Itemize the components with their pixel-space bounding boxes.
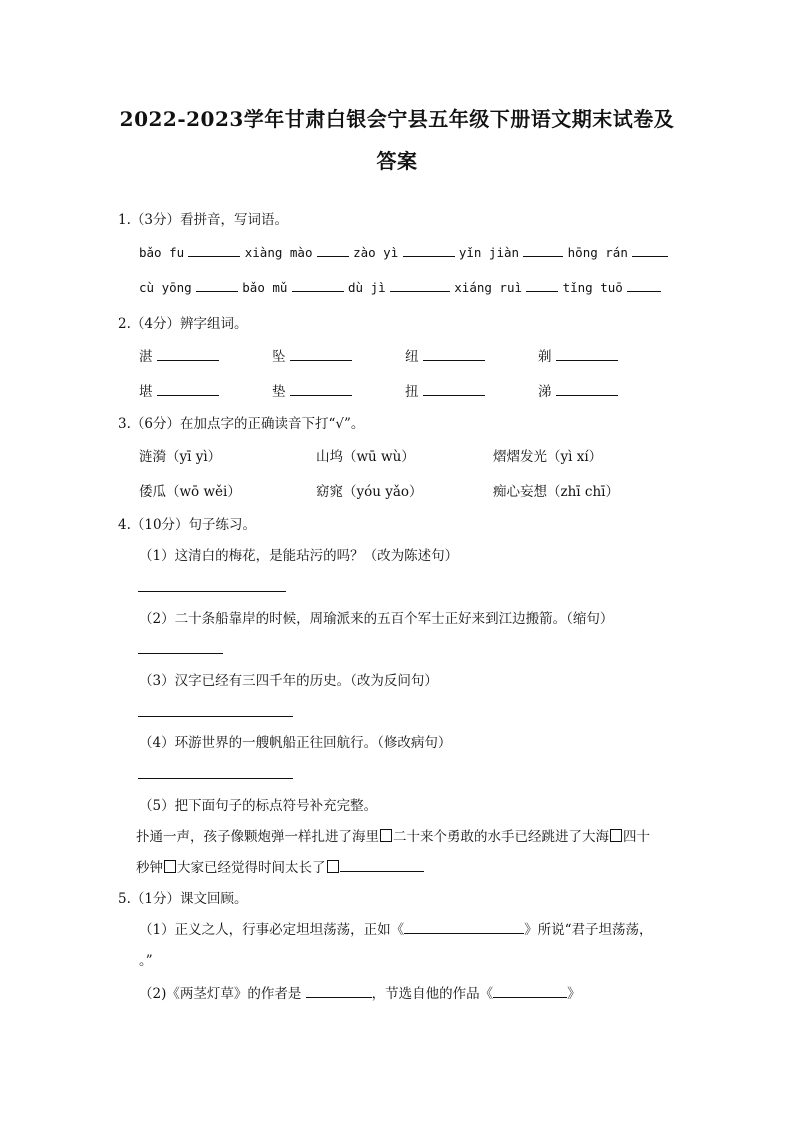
char-item: 堪: [139, 380, 219, 400]
q5-line-1: （1）正义之人，行事必定坦坦荡荡，正如《 》所说“君子坦荡荡，: [139, 922, 653, 938]
answer-blank[interactable]: [556, 348, 618, 361]
answer-blank[interactable]: [390, 279, 450, 292]
pinyin-item: yǐn jiàn: [458, 245, 520, 260]
answer-line[interactable]: [138, 778, 293, 779]
reading-option[interactable]: 山坞（wū wù）: [316, 449, 415, 465]
char-item: 坠: [272, 345, 352, 365]
answer-blank[interactable]: [627, 279, 661, 292]
reading-option[interactable]: 倭瓜（wō wěi）: [139, 484, 241, 500]
pinyin-item: xiàng mào: [244, 245, 313, 260]
title-line-1: 2022-2023学年甘肃白银会宁县五年级下册语文期末试卷及: [119, 107, 675, 131]
pinyin-item: cù yōng: [139, 280, 192, 295]
q4-sentence-2: （2）二十条船靠岸的时候，周瑜派来的五百个军士正好来到江边搬箭。（缩句）: [139, 611, 614, 627]
pinyin-item: xiáng ruì: [454, 280, 522, 295]
reading-option[interactable]: 涟漪（yī yì）: [139, 449, 222, 465]
char-item: 剃: [538, 345, 618, 365]
char-item: 涕: [538, 380, 618, 400]
q3-heading: 3.（6分）在加点字的正确读音下打“√”。: [118, 416, 365, 432]
char-item: 湛: [139, 345, 219, 365]
punctuation-passage-line-2: 秒钟 大家已经觉得时间太长了: [136, 856, 424, 876]
answer-line[interactable]: [138, 653, 223, 654]
char-item: 垫: [272, 380, 352, 400]
q4-sentence-4: （4）环游世界的一艘帆船正往回航行。（修改病句）: [139, 735, 452, 751]
q1-heading: 1.（3分）看拼音，写词语。: [118, 212, 288, 228]
q5-heading: 5.（1分）课文回顾。: [118, 891, 248, 907]
answer-blank[interactable]: [290, 383, 352, 396]
pinyin-item: bǎo fu: [139, 245, 185, 260]
answer-blank[interactable]: [493, 985, 567, 998]
q1-row-2: [139, 279, 661, 296]
answer-line[interactable]: [138, 716, 293, 717]
answer-blank[interactable]: [423, 383, 485, 396]
char-item: 纽: [405, 345, 485, 365]
q1-row-1: [139, 244, 668, 261]
answer-blank[interactable]: [340, 859, 424, 872]
answer-line[interactable]: [138, 591, 286, 592]
reading-option[interactable]: 窈窕（yóu yǎo）: [316, 484, 423, 500]
q4-sentence-5: （5）把下面句子的标点符号补充完整。: [139, 798, 378, 814]
q4-heading: 4.（10分）句子练习。: [118, 517, 257, 533]
punctuation-passage-line-1: 扑通一声，孩子像颗炮弹一样扎进了海里 二十来个勇敢的水手已经跳进了大海 四十: [136, 829, 650, 845]
reading-option[interactable]: 熠熠发光（yì xí）: [493, 449, 603, 465]
punctuation-box[interactable]: [164, 860, 176, 873]
answer-blank[interactable]: [526, 279, 558, 292]
answer-blank[interactable]: [523, 244, 563, 257]
answer-blank[interactable]: [306, 985, 372, 998]
reading-option[interactable]: 痴心妄想（zhī chī）: [493, 484, 619, 500]
answer-blank[interactable]: [403, 244, 455, 257]
answer-blank[interactable]: [632, 244, 668, 257]
q4-sentence-1: （1）这清白的梅花，是能玷污的吗？（改为陈述句）: [139, 548, 459, 564]
pinyin-item: zào yì: [353, 245, 399, 260]
q5-line-1-end: 。”: [139, 953, 153, 969]
pinyin-item: tǐng tuō: [562, 280, 623, 295]
q4-sentence-3: （3）汉字已经有三四千年的历史。（改为反问句）: [139, 673, 438, 689]
answer-blank[interactable]: [196, 279, 238, 292]
answer-blank[interactable]: [157, 383, 219, 396]
q5-line-2: （2)《两茎灯草》的作者是 ，节选自他的作品《 》: [139, 986, 581, 1002]
punctuation-box[interactable]: [380, 829, 392, 842]
answer-blank[interactable]: [292, 279, 344, 292]
punctuation-box[interactable]: [610, 829, 622, 842]
pinyin-item: hōng rán: [567, 245, 628, 260]
answer-blank[interactable]: [188, 244, 240, 257]
answer-blank[interactable]: [404, 921, 524, 934]
answer-blank[interactable]: [157, 348, 219, 361]
pinyin-item: bǎo mǔ: [242, 280, 288, 295]
pinyin-item: dù jì: [348, 280, 386, 295]
answer-blank[interactable]: [556, 383, 618, 396]
title-line-2: 答案: [376, 149, 418, 173]
answer-blank[interactable]: [423, 348, 485, 361]
answer-blank[interactable]: [317, 244, 349, 257]
q2-heading: 2.（4分）辨字组词。: [118, 316, 248, 332]
char-item: 扭: [405, 380, 485, 400]
answer-blank[interactable]: [290, 348, 352, 361]
punctuation-box[interactable]: [327, 860, 339, 873]
